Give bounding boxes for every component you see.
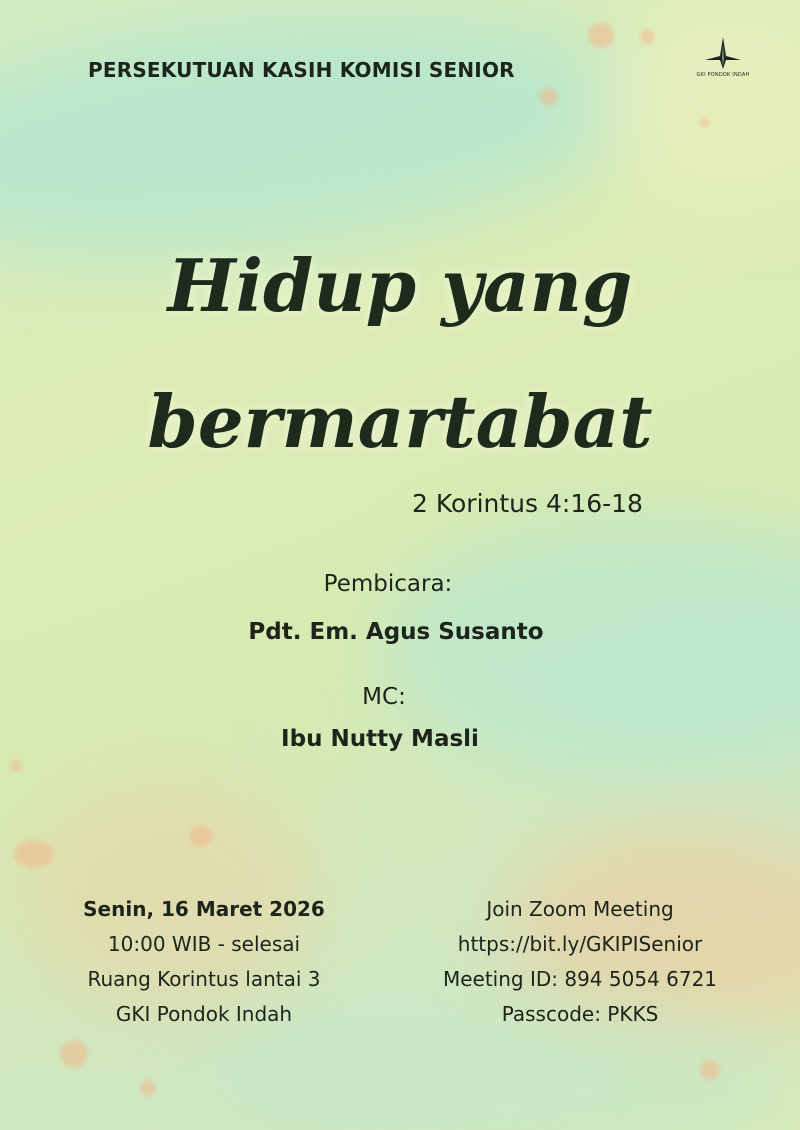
zoom-passcode: Passcode: PKKS — [501, 1002, 659, 1026]
paint-dot — [588, 22, 614, 48]
zoom-link[interactable]: https://bit.ly/GKIPISenior — [457, 932, 703, 956]
zoom-details — [420, 892, 740, 1032]
paint-dot — [700, 1060, 720, 1080]
logo-text: GKI PONDOK INDAH — [696, 72, 750, 78]
event-title-line-2: bermartabat — [147, 379, 653, 464]
paint-dot — [640, 30, 654, 44]
event-room: Ruang Korintus lantai 3 — [87, 967, 321, 991]
paint-dot — [700, 118, 710, 128]
mc-name: Ibu Nutty Masli — [281, 726, 479, 752]
paint-dot — [190, 825, 212, 847]
event-title-line-1: Hidup yang — [167, 243, 633, 328]
zoom-meeting-id: Meeting ID: 894 5054 6721 — [442, 967, 718, 991]
paint-dot — [14, 840, 54, 868]
zoom-title: Join Zoom Meeting — [486, 897, 674, 921]
church-logo-icon — [703, 36, 743, 70]
organization-heading: PERSEKUTUAN KASIH KOMISI SENIOR — [88, 58, 515, 82]
church-logo — [692, 36, 754, 78]
event-date: Senin, 16 Maret 2026 — [83, 897, 325, 921]
speaker-name: Pdt. Em. Agus Susanto — [248, 619, 544, 645]
paint-dot — [540, 88, 558, 106]
event-venue: GKI Pondok Indah — [115, 1002, 293, 1026]
paint-dot — [140, 1080, 156, 1096]
speaker-label: Pembicara: — [323, 571, 453, 597]
paint-dot — [10, 760, 22, 772]
event-details — [44, 892, 364, 1032]
event-time: 10:00 WIB - selesai — [107, 932, 301, 956]
mc-label: MC: — [362, 684, 406, 710]
scripture-reference: 2 Korintus 4:16-18 — [412, 489, 643, 518]
paint-dot — [60, 1040, 88, 1068]
light-watercolor-wash — [600, 0, 800, 200]
